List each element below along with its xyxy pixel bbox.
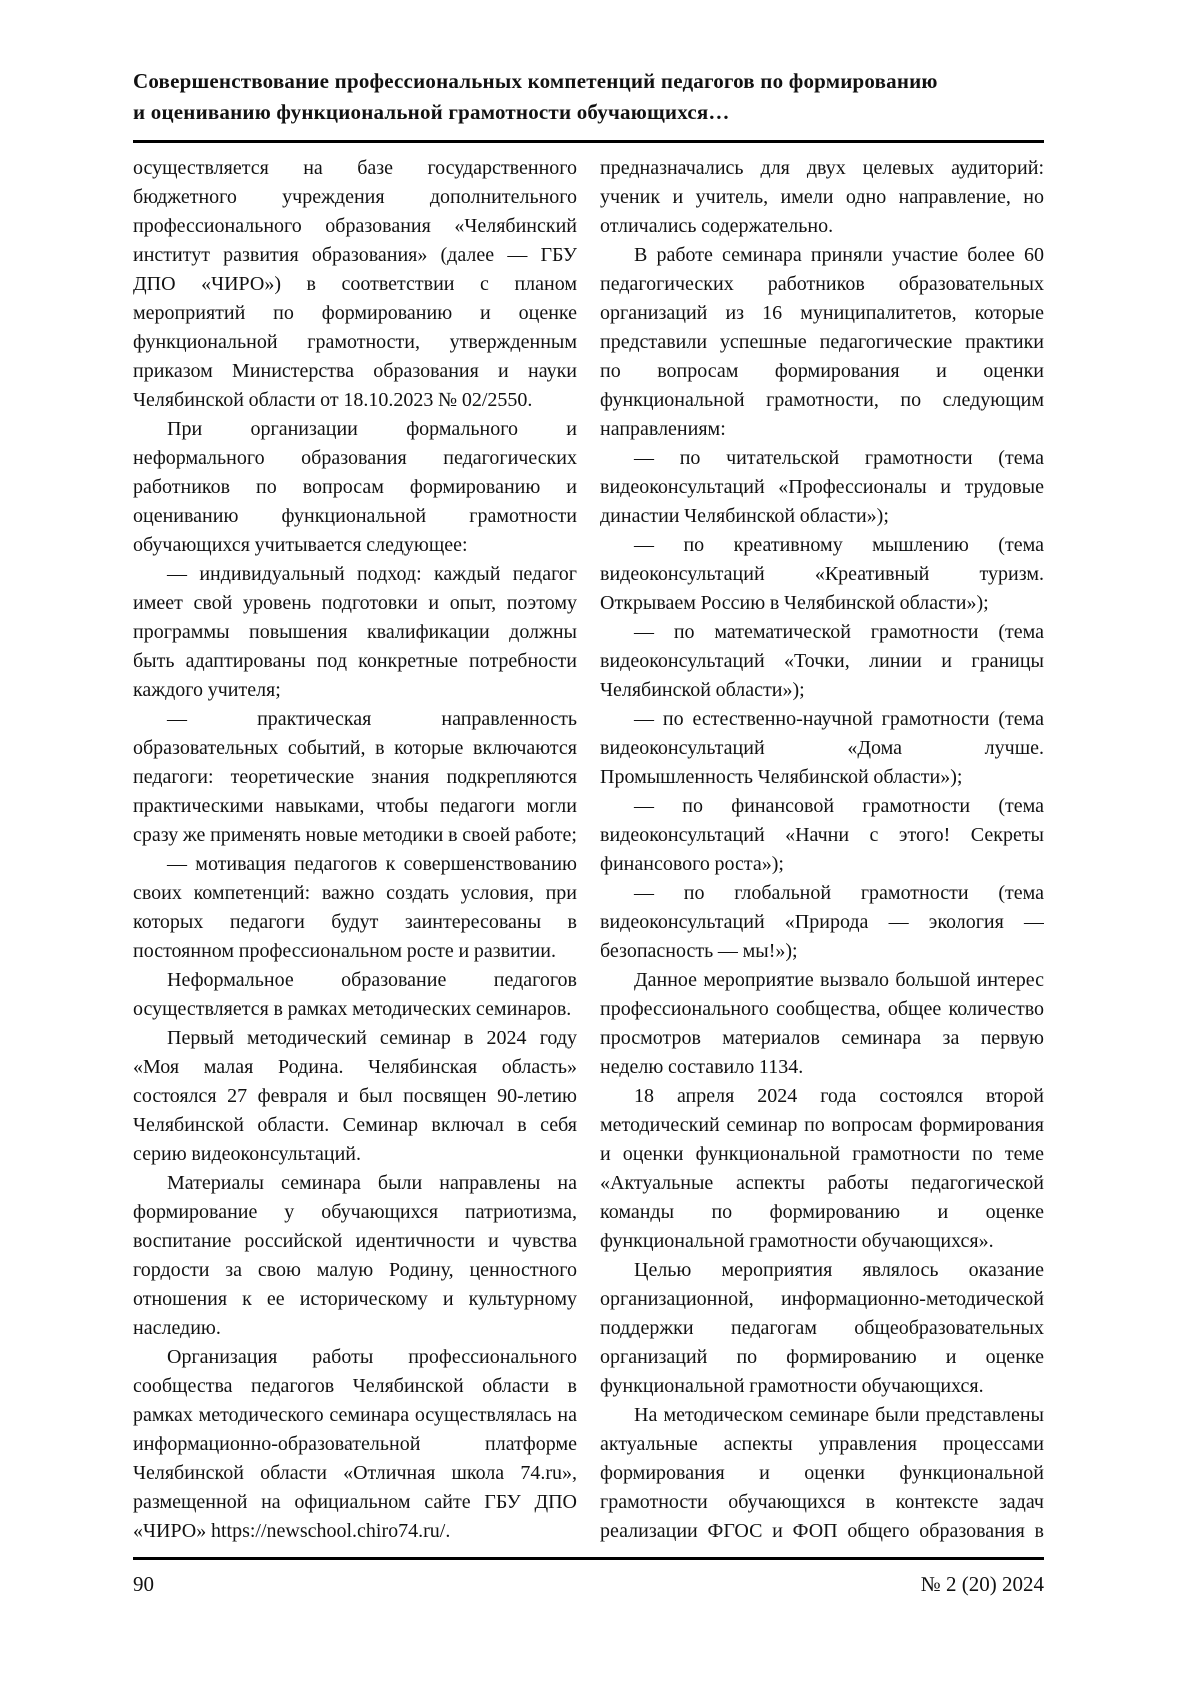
header-rule <box>133 140 1044 143</box>
paragraph <box>133 1546 577 1550</box>
paragraph: — практическая направленность образовательных событий, в которые включаются педагоги: теоретические знания подкрепляются практическими навыками, чтобы педагоги могли сразу же применять новые методики в своей работе; <box>133 708 577 846</box>
paragraph: — по математической грамотности (тема видеоконсультаций «Точки, линии и границы Челябинской области»); <box>600 621 1044 701</box>
paragraph: 18 апреля 2024 года состоялся второй методический семинар по вопросам формирования и оценки функциональной грамотности по теме «Актуальные аспекты работы педагогической команды по формированию и оценке функциональной грамотности обучающихся». <box>600 1085 1044 1252</box>
paragraph: — по финансовой грамотности (тема видеоконсультаций «Начни с этого! Секреты финансового роста»); <box>600 795 1044 875</box>
paragraph: — по глобальной грамотности (тема видеоконсультаций «Природа — экология — безопасность — мы!»); <box>600 882 1044 962</box>
paragraph: осуществляется на базе государственного бюджетного учреждения дополнительного профессионального образования «Челябинский институт развития образования» (далее — ГБУ ДПО «ЧИРО») в соответствии с планом мероприятий по формированию и оценке функциональной грамотности, утвержденным приказом Министерства образования и науки Челябинской области от 18.10.2023 № 02/2550. <box>133 157 577 411</box>
two-column-text <box>133 154 1044 1550</box>
paragraph: Организация работы профессионального сообщества педагогов Челябинской области в рамках методического семинара осуществлялась на информационно-образовательной платформе Челябинской области «Отличная школа 74.ru», размещенной на официальном сайте ГБУ ДПО «ЧИРО» https://newschool.chiro74.ru/. <box>133 1346 577 1542</box>
paragraph: предназначались для двух целевых аудиторий: ученик и учитель, имели одно направление, но отличались содержательно. <box>600 157 1044 237</box>
right-column <box>600 154 1044 1550</box>
paragraph: Первый методический семинар в 2024 году «Моя малая Родина. Челябинская область» состоялся 27 февраля и был посвящен 90-летию Челябинской области. Семинар включал в себя серию видеоконсультаций. <box>133 1027 577 1165</box>
paragraph: — по читательской грамотности (тема видеоконсультаций «Профессионалы и трудовые династии Челябинской области»); <box>600 447 1044 527</box>
issue-label: № 2 (20) 2024 <box>920 1572 1044 1596</box>
left-column <box>133 154 577 1550</box>
paragraph: Данное мероприятие вызвало большой интерес профессионального сообщества, общее количество просмотров материалов семинара за первую неделю составило 1134. <box>600 969 1044 1078</box>
footer-rule <box>133 1557 1044 1560</box>
running-title-line-1: Совершенствование профессиональных компетенций педагогов по формированию <box>133 69 938 93</box>
paragraph: В работе семинара приняли участие более 60 педагогических работников образовательных организаций из 16 муниципалитетов, которые представили успешные педагогические практики по вопросам формирования и оценки функциональной грамотности, по следующим направлениям: <box>600 244 1044 440</box>
paragraph: Целью мероприятия являлось оказание организационной, информационно-методической поддержки педагогам общеобразовательных организаций по формированию и оценке функциональной грамотности обучающихся. <box>600 1259 1044 1397</box>
paragraph: — индивидуальный подход: каждый педагог имеет свой уровень подготовки и опыт, поэтому программы повышения квалификации должны быть адаптированы под конкретные потребности каждого учителя; <box>133 563 577 701</box>
running-head <box>133 66 1044 128</box>
page-footer <box>133 1572 1044 1597</box>
paragraph: При организации формального и неформального образования педагогических работников по вопросам формированию и оцениванию функциональной грамотности обучающихся учитывается следующее: <box>133 418 577 556</box>
paragraph: — мотивация педагогов к совершенствованию своих компетенций: важно создать условия, при которых педагоги будут заинтересованы в постоянном профессиональном росте и развитии. <box>133 853 577 962</box>
paragraph: — по креативному мышлению (тема видеоконсультаций «Креативный туризм. Открываем Россию в Челябинской области»); <box>600 534 1044 614</box>
running-title-line-2: и оцениванию функциональной грамотности обучающихся… <box>133 100 730 124</box>
paragraph: На методическом семинаре были представлены актуальные аспекты управления процессами формирования и оценки функциональной грамотности обучающихся в контексте задач реализации ФГОС и ФОП общего образования в <box>600 1404 1044 1542</box>
paragraph: — по естественно-научной грамотности (тема видеоконсультаций «Дома лучше. Промышленность Челябинской области»); <box>600 708 1044 788</box>
page-number: 90 <box>133 1572 154 1596</box>
paragraph: Неформальное образование педагогов осуществляется в рамках методических семинаров. <box>133 969 577 1020</box>
paragraph: Материалы семинара были направлены на формирование у обучающихся патриотизма, воспитание российской идентичности и чувства гордости за свою малую Родину, ценностного отношения к ее историческому и культурному наследию. <box>133 1172 577 1339</box>
